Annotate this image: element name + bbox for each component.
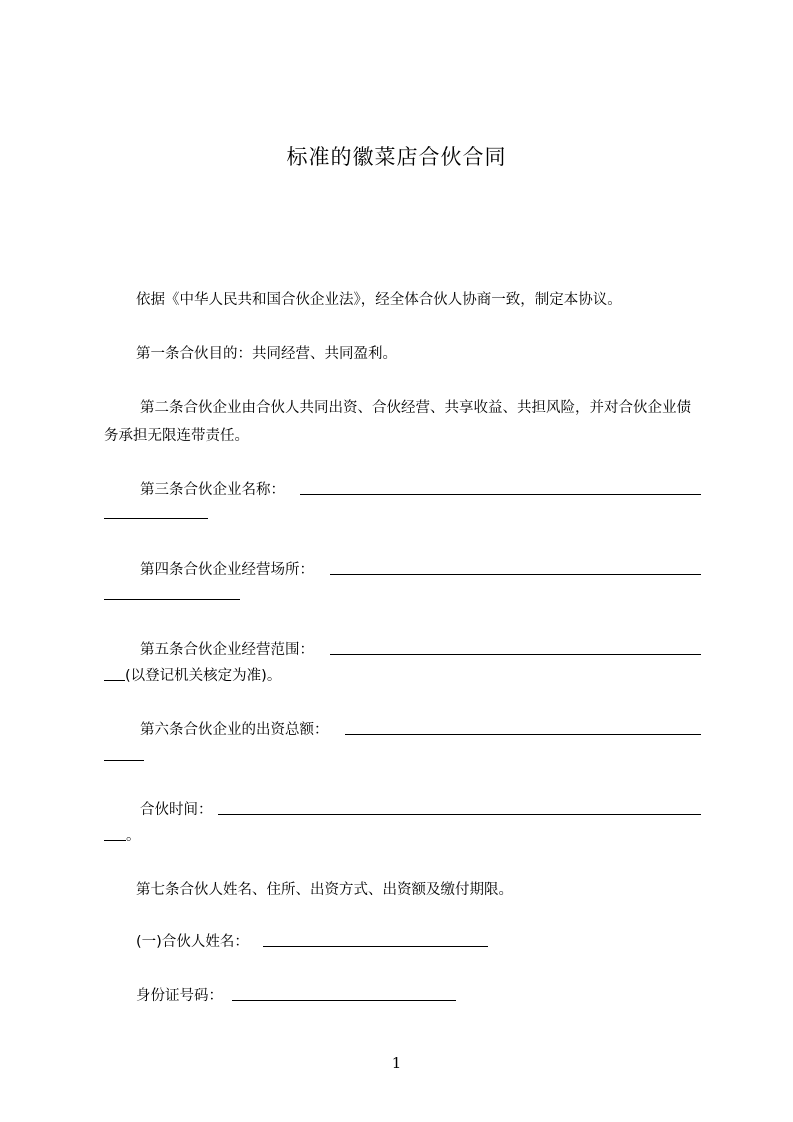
term-suffix-row [104,822,701,850]
id-number-row [104,982,701,1010]
term-blank-line-1[interactable] [218,814,701,815]
partner-1-name-row [104,928,701,956]
article-5-blank-line-2[interactable] [104,680,125,681]
page-number: 1 [391,1054,402,1072]
term-label: 合伙时间： [140,802,213,818]
document-title: 标准的徽菜店合伙合同 [286,145,507,169]
article-3-blank-line-2[interactable] [104,518,208,519]
article-4-blank-line-2[interactable] [104,599,240,600]
id-number-label: 身份证号码： [136,988,223,1004]
partner-1-name-blank[interactable] [263,946,488,947]
intro-paragraph: 依据《中华人民共和国合伙企业法》，经全体合伙人协商一致，制定本协议。 [136,292,622,308]
article-7-paragraph: 第七条合伙人姓名、住所、出资方式、出资额及缴付期限。 [136,882,513,898]
article-4-row [104,556,701,584]
article-6-blank-line-2[interactable] [104,760,144,761]
article-4-blank-line-1[interactable] [330,574,701,575]
article-1-paragraph: 第一条合伙目的：共同经营、共同盈利。 [136,346,397,362]
id-number-blank[interactable] [232,1000,456,1001]
article-5-suffix: (以登记机关核定为准)。 [125,668,282,684]
term-blank-line-2[interactable] [104,840,126,841]
article-6-label: 第六条合伙企业的出资总额： [140,722,329,738]
article-6-blank-line-1[interactable] [345,734,701,735]
article-3-row [104,476,701,504]
article-3-blank-line-1[interactable] [300,494,701,495]
article-5-label: 第五条合伙企业经营范围： [140,642,314,658]
article-5-suffix-row [104,662,701,690]
article-4-label: 第四条合伙企业经营场所： [140,562,314,578]
article-5-blank-line-1[interactable] [330,654,701,655]
term-suffix: 。 [126,828,141,844]
term-row [104,796,701,824]
article-5-row [104,636,701,664]
partner-1-name-label: (一)合伙人姓名： [136,934,249,950]
article-6-row [104,716,701,744]
article-2-paragraph: 第二条合伙企业由合伙人共同出资、合伙经营、共享收益、共担风险，并对合伙企业债务承担无限连带责任。 [104,400,691,444]
article-3-label: 第三条合伙企业名称： [140,482,285,498]
